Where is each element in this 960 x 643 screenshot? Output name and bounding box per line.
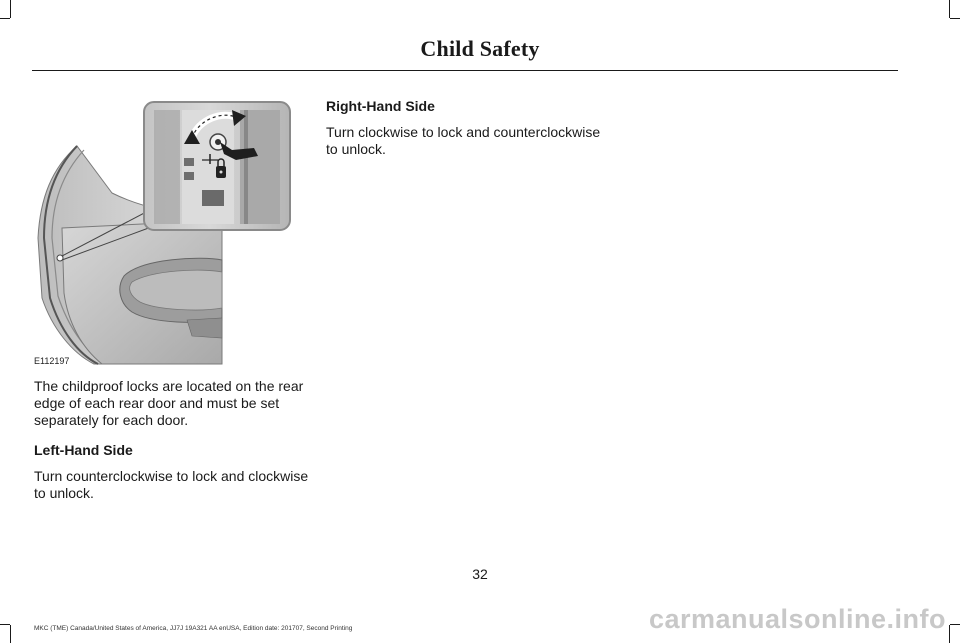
crop-mark-top-right-h	[950, 18, 960, 19]
header-rule	[32, 70, 898, 71]
crop-mark-bottom-left-h	[0, 624, 10, 625]
left-hand-heading: Left-Hand Side	[34, 442, 133, 458]
left-hand-body: Turn counterclockwise to lock and clockwise to unlock.	[34, 468, 309, 501]
right-hand-body: Turn clockwise to lock and counterclockwise to unlock.	[326, 124, 601, 157]
crop-mark-top-right-v	[949, 0, 950, 18]
door-illustration	[32, 98, 312, 370]
page-number: 32	[472, 566, 488, 582]
figure-code: E112197	[34, 356, 70, 366]
crop-mark-bottom-right-h	[950, 624, 960, 625]
intro-paragraph: The childproof locks are located on the rear edge of each rear door and must be set separately for each door.	[34, 378, 304, 428]
right-hand-heading: Right-Hand Side	[326, 98, 435, 114]
watermark: carmanualsonline.info	[648, 604, 946, 634]
page-title: Child Safety	[420, 36, 540, 61]
crop-mark-bottom-left-v	[10, 625, 11, 643]
right-column	[326, 97, 606, 158]
left-column	[34, 378, 314, 502]
crop-mark-top-left-v	[10, 0, 11, 18]
edition-footer: MKC (TME) Canada/United States of America, JJ7J 19A321 AA enUSA, Edition date: 201707, Second Printing	[34, 625, 353, 632]
crop-mark-top-left-h	[0, 18, 10, 19]
crop-mark-bottom-right-v	[949, 625, 950, 643]
